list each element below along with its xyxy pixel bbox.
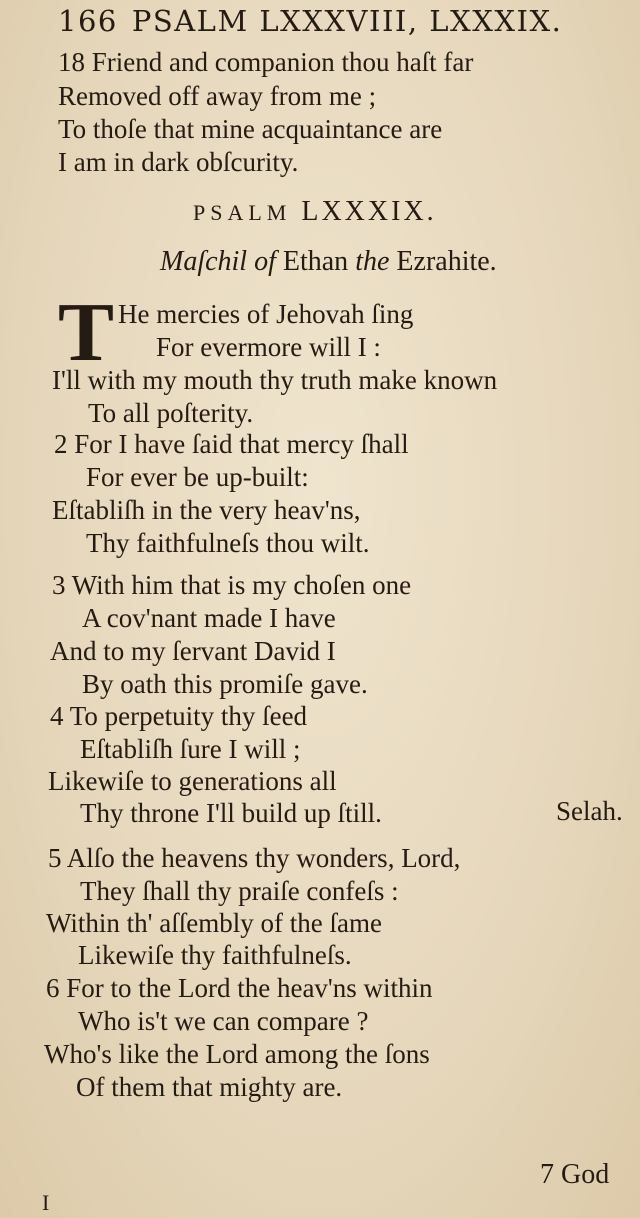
verse-line-17: 5 Alſo the heavens thy wonders, Lord, <box>48 843 461 873</box>
verse-line-23: Who's like the Lord among the ſons <box>44 1039 430 1069</box>
verse-line-22: Who is't we can compare ? <box>78 1006 369 1036</box>
superscription-part-3: the <box>355 246 390 277</box>
superscription-part-1: Maſchil of <box>160 246 276 277</box>
verse-line-10: A cov'nant made I have <box>82 603 336 633</box>
verse-line-8: Thy faithfulneſs thou wilt. <box>86 528 370 558</box>
verse-line-4: To all poſterity. <box>88 398 254 428</box>
verse-line-24: Of them that mighty are. <box>76 1072 343 1102</box>
verse-line-20: Likewiſe thy faithfulneſs. <box>78 940 352 970</box>
verse-line-21: 6 For to the Lord the heav'ns within <box>46 973 433 1003</box>
drop-cap: T <box>58 286 115 379</box>
selah-mark: Selah. <box>556 796 623 826</box>
verse-line-2: For evermore will I : <box>156 332 381 362</box>
verse-line-18: They ſhall thy praiſe confeſs : <box>80 876 399 906</box>
psalm-heading <box>193 196 437 228</box>
verse-line-16: Thy throne I'll build up ſtill. <box>80 798 382 828</box>
closing-line-3: To thoſe that mine acquaintance are <box>58 114 443 144</box>
page-number: 166 <box>58 4 118 38</box>
verse-line-3: I'll with my mouth thy truth make known <box>52 365 498 395</box>
catchword: 7 God <box>540 1159 610 1190</box>
verse-line-13: 4 To perpetuity thy ſeed <box>50 701 308 731</box>
psalm-heading-number: LXXXIX. <box>301 196 437 227</box>
verse-line-15: Likewiſe to generations all <box>48 766 337 796</box>
superscription-part-4: Ezrahite. <box>389 246 497 277</box>
verse-line-19: Within th' aſſembly of the ſame <box>46 908 382 938</box>
superscription-part-2: Ethan <box>275 246 356 277</box>
psalm-heading-word: PSALM <box>193 200 292 225</box>
verse-line-6: For ever be up-built: <box>86 462 309 492</box>
running-head-title: PSALM LXXXVIII, LXXXIX. <box>131 4 563 38</box>
running-head <box>58 4 562 38</box>
verse-line-14: Eſtabliſh ſure I will ; <box>80 734 301 764</box>
verse-line-5: 2 For I have ſaid that mercy ſhall <box>54 429 409 459</box>
superscription <box>160 246 497 278</box>
verse-line-11: And to my ſervant David I <box>50 636 336 666</box>
verse-line-1: He mercies of Jehovah ſing <box>118 299 414 329</box>
verse-line-9: 3 With him that is my choſen one <box>52 570 412 600</box>
closing-line-1: 18 Friend and companion thou haſt far <box>58 47 474 77</box>
signature-mark: I <box>42 1190 50 1215</box>
verse-line-12: By oath this promiſe gave. <box>82 669 368 699</box>
verse-line-7: Eſtabliſh in the very heav'ns, <box>52 495 361 525</box>
closing-line-2: Removed off away from me ; <box>58 81 377 111</box>
closing-line-4: I am in dark obſcurity. <box>58 147 299 177</box>
